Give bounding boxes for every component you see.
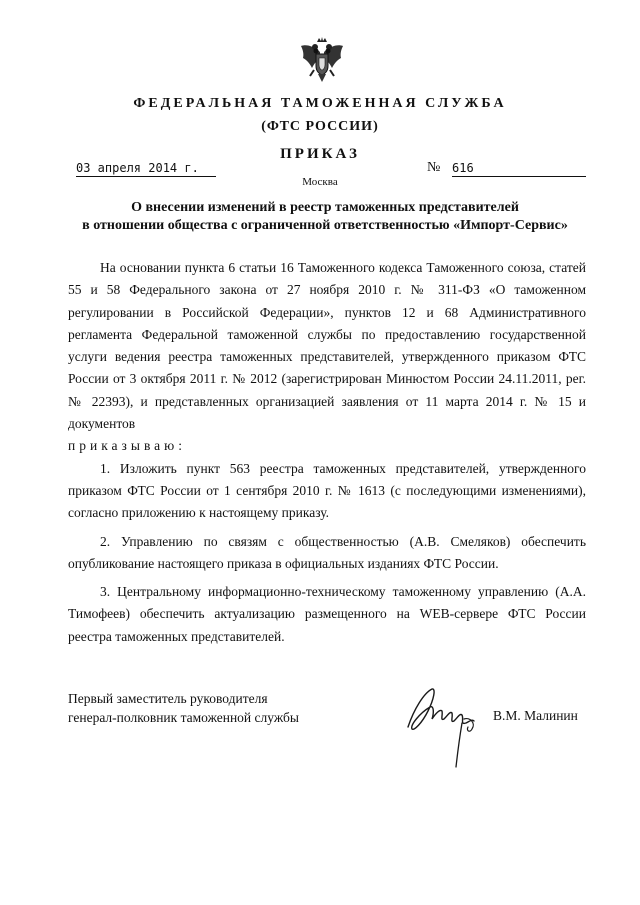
document-number-value: 616	[452, 161, 474, 175]
signatory-title	[68, 689, 299, 727]
subject-line-1: О внесении изменений в реестр таможенных представителей	[131, 200, 519, 215]
coat-of-arms-emblem-icon	[298, 36, 346, 86]
signatory-title-line-1: Первый заместитель руководителя	[68, 691, 268, 706]
signatory-title-line-2: генерал-полковник таможенной службы	[68, 710, 299, 725]
order-item-2: 2. Управлению по связям с общественностью (А.В. Смеляков) обеспечить опубликование настоящего приказа в официальных изданиях ФТС России.	[68, 533, 586, 571]
document-number	[452, 161, 586, 177]
signatory-name: В.М. Малинин	[493, 708, 578, 723]
document-body	[68, 257, 586, 648]
order-item-1: 1. Изложить пункт 563 реестра таможенных представителей, утвержденного приказом ФТС России от 1 сентября 2010 г. № 1613 (с последующими изменениями), согласно приложению к настоящему приказу.	[68, 460, 586, 521]
organization-name: ФЕДЕРАЛЬНАЯ ТАМОЖЕННАЯ СЛУЖБА	[133, 96, 507, 111]
subject-line-2: в отношении общества с ограниченной ответственностью «Импорт-Сервис»	[82, 218, 568, 233]
organization-short-name: (ФТС РОССИИ)	[261, 119, 379, 134]
order-word: приказываю:	[68, 438, 186, 454]
document-subject	[60, 199, 590, 235]
intro-paragraph: На основании пункта 6 статьи 16 Таможенного кодекса Таможенного союза, статей 55 и 58 Федерального закона от 27 ноября 2010 г. № 311-ФЗ «О таможенном регулировании в Российской Федерации», пунктов 12 и 68 Административного регламента Федеральной таможенной службы по предоставлению государственной услуги ведения реестра таможенных представителей, утвержденного приказом ФТС России от 3 октября 2011 г. № 2012 (зарегистрирован Минюстом России 24.11.2011, рег. № 22393), и представленных организацией заявления от 11 марта 2014 г. № 15 и документов	[68, 260, 586, 432]
document-date: 03 апреля 2014 г.	[76, 161, 216, 177]
order-item-3: 3. Центральному информационно-техническому таможенному управлению (А.А. Тимофеев) обеспечить актуализацию размещенного на WEB-сервере ФТС России реестра таможенных представителей.	[68, 584, 586, 644]
city-name: Москва	[302, 176, 338, 188]
document-type-title: ПРИКАЗ	[280, 146, 360, 162]
handwritten-signature-icon	[398, 679, 482, 775]
document-number-label: №	[427, 160, 441, 175]
